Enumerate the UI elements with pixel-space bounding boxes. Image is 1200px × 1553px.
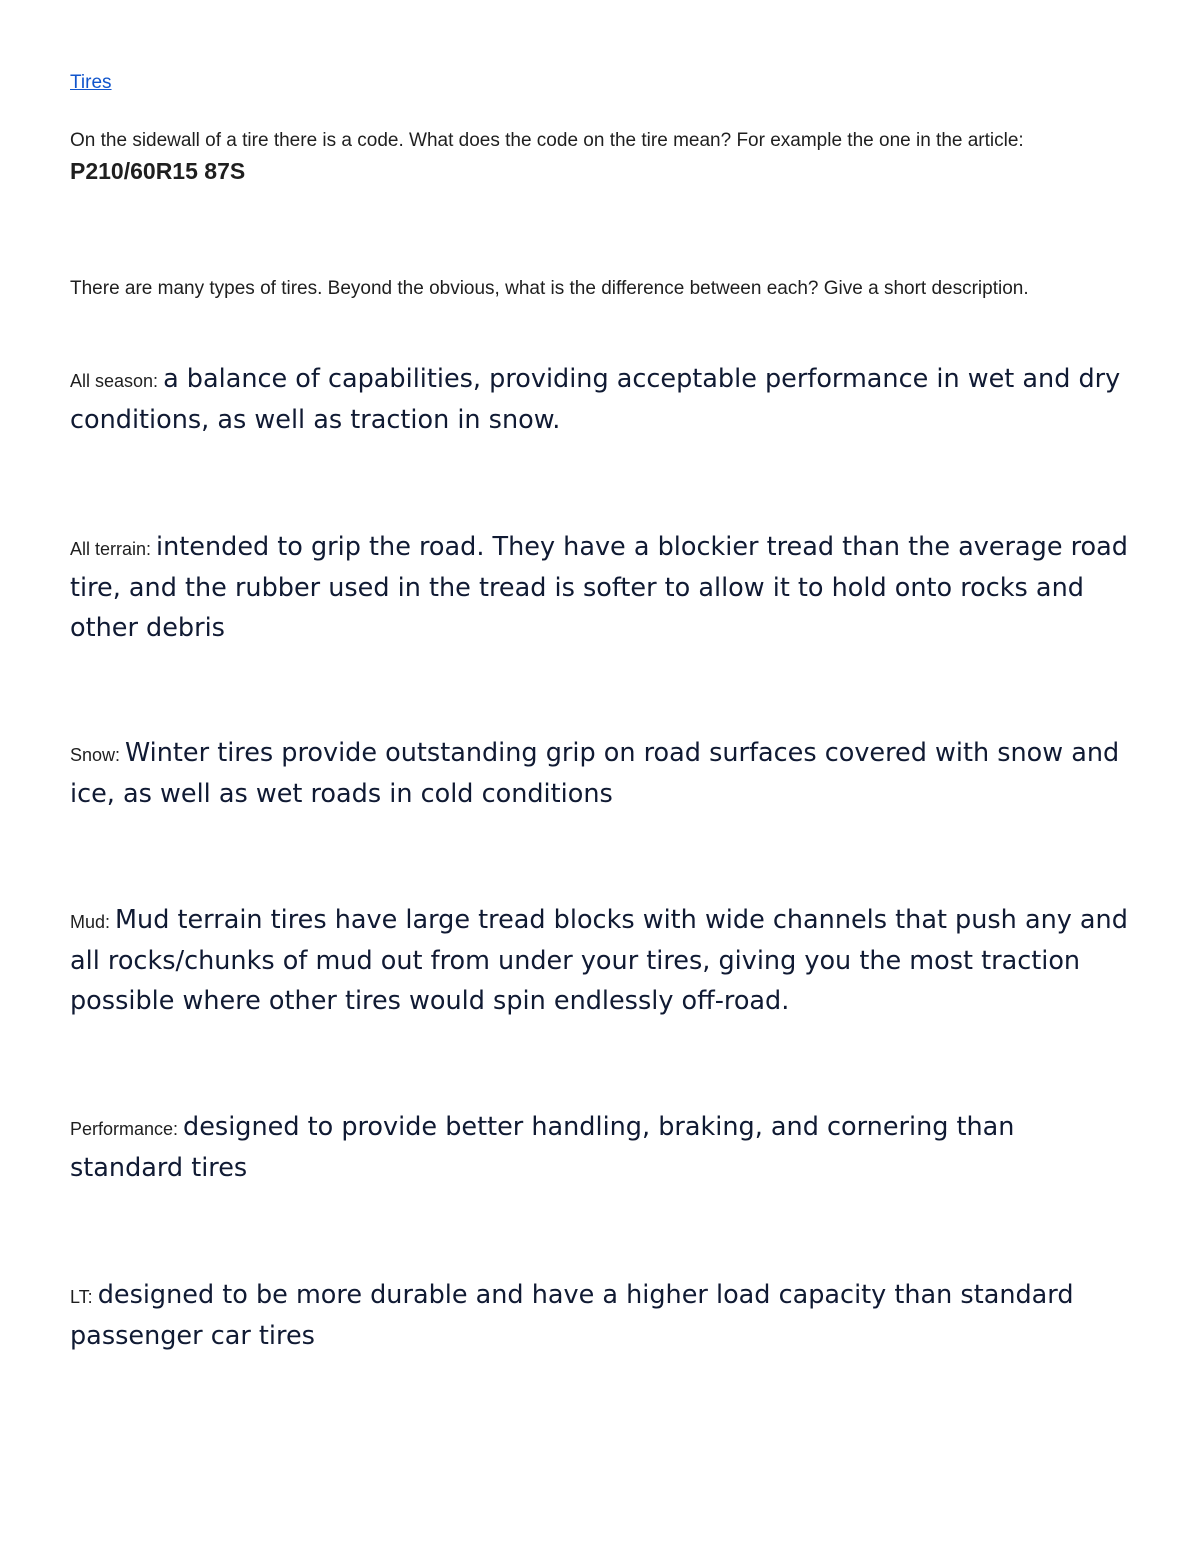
question-tire-types: There are many types of tires. Beyond the obvious, what is the difference between each? Give a short description. [70,278,1029,299]
entry-text-performance: designed to provide better handling, braking, and cornering than standard tires [70,1112,1015,1183]
question-tire-code-text: On the sidewall of a tire there is a code. What does the code on the tire mean? For example the one in the article: [70,130,1024,151]
entry-all-terrain [70,527,1130,649]
entry-lt [70,1275,1130,1356]
entry-label-all-season: All season: [70,371,164,391]
entry-mud [70,900,1130,1022]
entry-all-season [70,359,1130,440]
entry-text-all-season: a balance of capabilities, providing acceptable performance in wet and dry conditions, as well as traction in snow. [70,364,1121,435]
question-tire-code [70,126,1130,189]
entry-text-lt: designed to be more durable and have a higher load capacity than standard passenger car tires [70,1280,1074,1351]
entry-label-snow: Snow: [70,745,126,765]
entry-label-lt: LT: [70,1287,98,1307]
tires-link[interactable]: Tires [70,72,112,93]
entry-label-performance: Performance: [70,1119,184,1139]
entry-text-mud: Mud terrain tires have large tread blocks with wide channels that push any and all rocks/chunks of mud out from under your tires, giving you the most traction possible where other tires would spin endlessly off-road. [70,905,1128,1016]
entry-label-mud: Mud: [70,912,116,932]
entry-snow [70,733,1130,814]
entry-label-all-terrain: All terrain: [70,539,157,559]
entry-text-snow: Winter tires provide outstanding grip on road surfaces covered with snow and ice, as well as wet roads in cold conditions [70,738,1120,809]
entry-performance [70,1107,1130,1188]
entry-text-all-terrain: intended to grip the road. They have a blockier tread than the average road tire, and the rubber used in the tread is softer to allow it to hold onto rocks and other debris [70,532,1128,643]
tire-code-example: P210/60R15 87S [70,158,246,184]
